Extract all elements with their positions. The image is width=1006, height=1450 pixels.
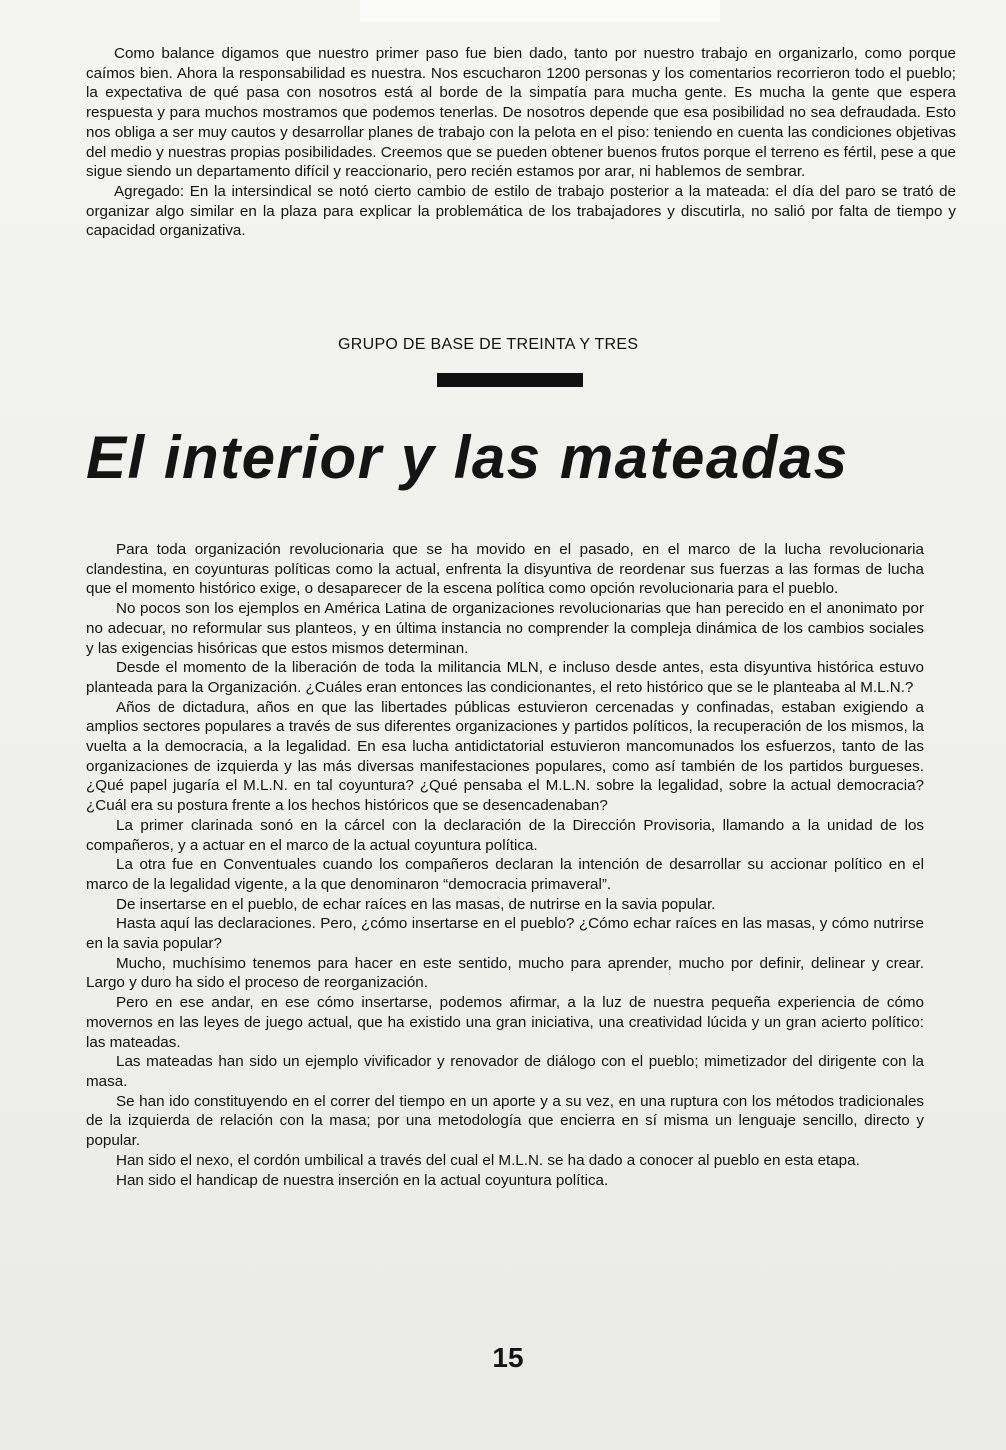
paragraph: Han sido el nexo, el cordón umbilical a través del cual el M.L.N. se ha dado a conocer al pueblo en esta etapa. (116, 1151, 860, 1169)
page-number: 15 (492, 1342, 524, 1373)
paragraph: Pero en ese andar, en ese cómo insertarse, podemos afirmar, a la luz de nuestra pequeña experiencia de cómo movernos en las leyes de juego actual, que ha existido una gran iniciativa, una creatividad lúcida y un gran acierto político: las mateadas. (86, 994, 924, 1051)
paragraph: Agregado: En la intersindical se notó cierto cambio de estilo de trabajo posterior a la mateada: el día del paro se trató de organizar algo similar en la plaza para explicar la problemática de los trabajadores y discutirla, no salió por falta de tiempo y capacidad organizativa. (86, 182, 956, 240)
paragraph: Para toda organización revolucionaria que se ha movido en el pasado, en el marco de la lucha revolucionaria clandestina, en coyunturas políticas como la actual, enfrenta la disyuntiva de reordenar sus fuerzas a las formas de lucha que el momento histórico exige, o desaparecer de la escena política como opción revolucionaria para el pueblo. (86, 541, 924, 598)
paragraph: Las mateadas han sido un ejemplo vivificador y renovador de diálogo con el pueblo; mimetizador del dirigente con la masa. (86, 1053, 924, 1090)
article-signature: GRUPO DE BASE DE TREINTA Y TRES (338, 336, 639, 353)
torn-paper-edge (360, 0, 720, 22)
section-divider-bar (437, 373, 583, 387)
paragraph: Hasta aquí las declaraciones. Pero, ¿cómo insertarse en el pueblo? ¿Cómo echar raíces en las masas, y cómo nutrirse en la savia popular? (86, 915, 924, 953)
paragraph: Mucho, muchísimo tenemos para hacer en este sentido, mucho para aprender, mucho por definir, delinear y crear. Largo y duro ha sido el proceso de reorganización. (86, 954, 924, 992)
article-body (86, 540, 924, 1190)
paragraph: La primer clarinada sonó en la cárcel con la declaración de la Dirección Provisoria, llamando a la unidad de los compañeros, y a actuar en el marco de la actual coyuntura política. (86, 816, 924, 854)
article-headline: El interior y las mateadas (86, 424, 849, 491)
paragraph: Desde el momento de la liberación de toda la militancia MLN, e incluso desde antes, esta disyuntiva histórica estuvo planteada para la Organización. ¿Cuáles eran entonces las condicionantes, el reto histórico que se le planteaba al M.L.N.? (86, 659, 924, 696)
paragraph: Años de dictadura, años en que las libertades públicas estuvieron cercenadas y confinadas, estaban exigiendo a amplios sectores populares a través de sus diferentes organizaciones y partidos políticos, la recuperación de los mismos, la vuelta a la democracia, a la legalidad. En esa lucha antidictatorial estuvieron mancomunados los esfuerzos, tanto de las organizaciones de izquierda y las más diversas manifestaciones populares, como así también de los partidos burgueses. ¿Qué papel jugaría el M.L.N. en tal coyuntura? ¿Qué pensaba el M.L.N. sobre la legalidad, sobre la actual democracia? ¿Cuál era su postura frente a los hechos históricos que se desencadenaban? (86, 698, 924, 815)
paragraph: No pocos son los ejemplos en América Latina de organizaciones revolucionarias que han perecido en el anonimato por no adecuar, no reformular sus planteos, y en última instancia no comprender la compleja dinámica de los cambios sociales y las exigencias hisóricas que estos mismos determinan. (86, 600, 924, 657)
paragraph: Se han ido constituyendo en el correr del tiempo en un aporte y a su vez, en una ruptura con los métodos tradicionales de la izquierda de relación con la masa; por una metodología que encierra en sí misma un lenguaje sencillo, directo y popular. (86, 1092, 924, 1150)
paragraph: Han sido el handicap de nuestra inserción en la actual coyuntura política. (116, 1171, 609, 1189)
paragraph: Como balance digamos que nuestro primer paso fue bien dado, tanto por nuestro trabajo en organizarlo, como porque caímos bien. Ahora la responsabilidad es nuestra. Nos escucharon 1200 personas y los comentarios recorrieron todo el pueblo; la expectativa de qué pasa con nosotros está al borde de la simpatía para mucha gente. Es mucha la gente que espera respuesta y para muchos mostramos que podemos tenerlas. De nosotros depende que esa posibilidad no sea defraudada. Esto nos obliga a ser muy cautos y desarrollar planes de trabajo con la pelota en el piso: teniendo en cuenta las condiciones objetivas del medio y nuestras propias posibilidades. Creemos que se pueden obtener buenos frutos porque el terreno es fértil, pese a que sigue siendo un departamento difícil y reaccionario, pero recién estamos por arar, ni hablemos de sembrar. (86, 45, 956, 181)
previous-article-ending (86, 44, 956, 241)
paragraph: La otra fue en Conventuales cuando los compañeros declaran la intención de desarrollar su accionar político en el marco de la legalidad vigente, a la que denominaron “democracia primaveral”. (86, 856, 924, 893)
paragraph: De insertarse en el pueblo, de echar raíces en las masas, de nutrirse en la savia popular. (116, 895, 716, 913)
